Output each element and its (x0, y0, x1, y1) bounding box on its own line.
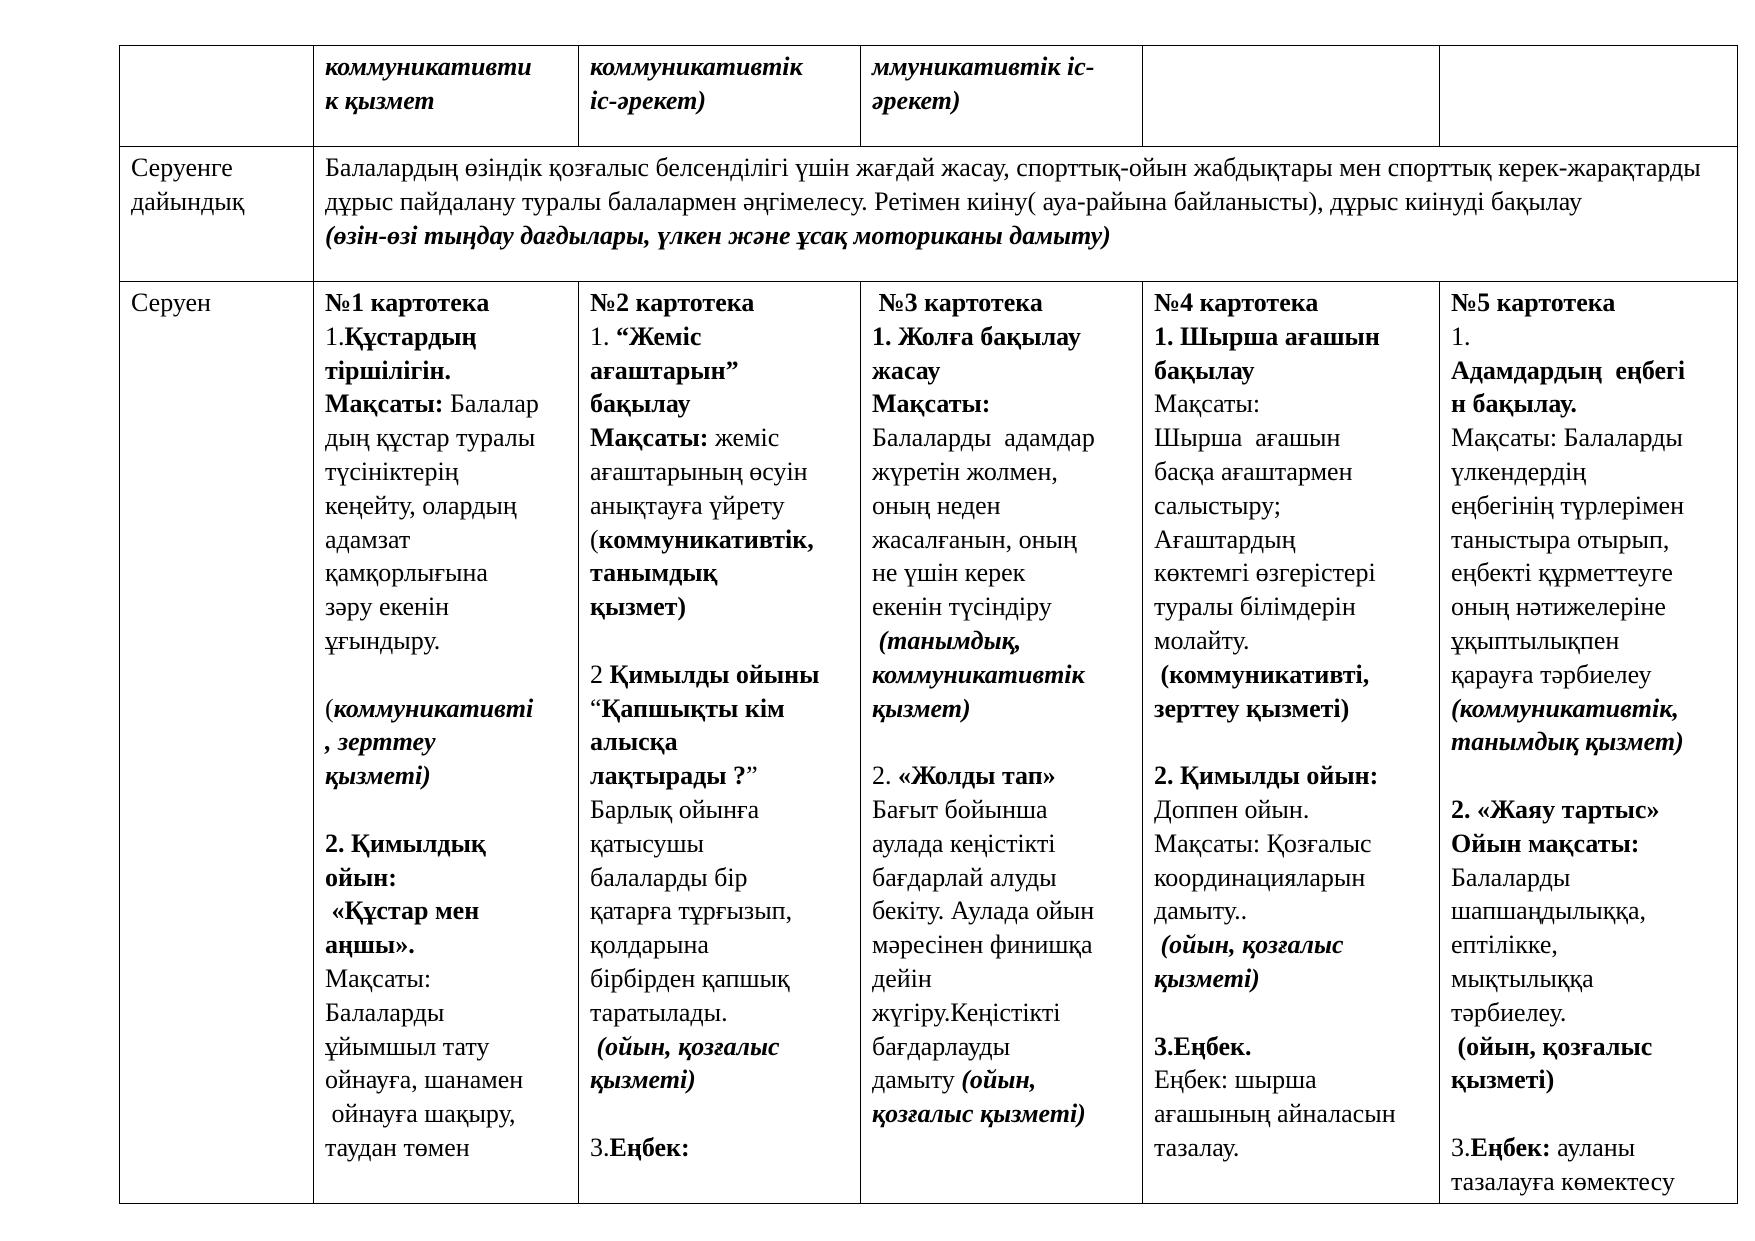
card-line (872, 387, 1132, 421)
card-text: дың құстар туралы (325, 423, 536, 453)
card-line (1451, 658, 1727, 692)
card-line (1451, 489, 1727, 523)
card-text: Шырша ағашын (1154, 423, 1341, 453)
card-text: “ (590, 693, 602, 723)
card-line (590, 455, 850, 489)
card-text: 2. (872, 761, 898, 791)
card-line (590, 861, 850, 895)
card-text: шапшаңдылыққа, (1451, 896, 1647, 926)
card-line (590, 1030, 850, 1064)
card-text: дейін (872, 963, 932, 993)
card-line (325, 354, 568, 388)
card-line (590, 725, 850, 759)
card-line (1451, 1131, 1727, 1165)
card-text: жасау (872, 355, 941, 385)
card-text: қызметі) (1154, 963, 1260, 993)
card-line (590, 320, 850, 354)
card-line (1154, 1097, 1429, 1131)
card-line (1154, 556, 1429, 590)
card-text: анықтауға үйрету (590, 490, 785, 520)
card-line (872, 1063, 1132, 1097)
card-text: Қапшықты кім (601, 693, 785, 723)
card-text: Бағыт бойынша (872, 794, 1048, 824)
card-text: коммуникативтік (872, 659, 1085, 689)
card-line (872, 354, 1132, 388)
card-text: қолдарына (590, 930, 709, 960)
card-line (1451, 793, 1727, 827)
card-text: 1. Жолға бақылау (872, 321, 1081, 351)
card-text: таныстыра отырып, (1451, 524, 1670, 554)
card-text: дамыту.. (1154, 896, 1248, 926)
card-text: 3.Еңбек. (1154, 1031, 1252, 1061)
card-line (590, 928, 850, 962)
card-text: оның неден (872, 490, 1001, 520)
card-text: бақылау (1154, 355, 1255, 385)
card-text: Мақсаты: (325, 963, 432, 993)
card-text: қатысушы (590, 828, 705, 858)
card-line (325, 320, 568, 354)
line-gap (872, 725, 1132, 759)
card-line (590, 286, 850, 320)
card-line (1451, 523, 1727, 557)
card-line (1154, 962, 1429, 996)
card-text: Доппен ойын. (1154, 794, 1310, 824)
card-text: (коммуникативтік, (1451, 693, 1679, 723)
card-text: қатарға тұрғызып, (590, 896, 793, 926)
card-text: бағдарлауды (872, 1031, 1011, 1061)
card-line (1451, 1063, 1727, 1097)
card-text: лақтырады ? (590, 761, 747, 791)
plan-table (119, 45, 1738, 1204)
card-text: аулада кеңістікті (872, 828, 1056, 858)
card-text: 1. (1451, 321, 1471, 351)
card-line (1451, 725, 1727, 759)
card-line (325, 1131, 568, 1165)
card-text: н бақылау. (1451, 389, 1577, 419)
card-line (1154, 759, 1429, 793)
card-text: ( (325, 693, 334, 723)
card-line (1154, 1063, 1429, 1097)
walk-card-5 (1440, 282, 1738, 1204)
card-text: №4 картотека (1154, 288, 1319, 317)
card-line (1451, 455, 1727, 489)
card-text: балаларды бір (590, 862, 748, 892)
card-text: Ойын мақсаты: (1451, 828, 1640, 858)
card-text: қамқорлығына (325, 558, 488, 588)
card-text: (ойын, (961, 1065, 1037, 1095)
card-text: 3. (1451, 1132, 1471, 1162)
line-gap (1154, 725, 1429, 759)
card-line (325, 894, 568, 928)
card-text: Балаларды (1451, 862, 1571, 892)
card-line (1154, 624, 1429, 658)
card-line (872, 793, 1132, 827)
card-line (325, 421, 568, 455)
card-text: 2. Қимылдық (325, 828, 486, 858)
card-text: Еңбек: шырша (1154, 1065, 1317, 1095)
card-text: ағашының айналасын (1154, 1099, 1396, 1129)
card-text: 1. (590, 321, 616, 351)
card-line (590, 387, 850, 421)
card-text: жүретін жолмен, (872, 456, 1058, 486)
card-text: (танымдық, (872, 625, 1022, 655)
card-line (872, 759, 1132, 793)
card-text: жүгіру.Кеңістікті (872, 997, 1061, 1027)
card-line (590, 523, 850, 557)
card-text: бірбірден қапшық (590, 963, 790, 993)
table-row-prep (120, 147, 1738, 282)
card-line (1451, 962, 1727, 996)
row-label-prep: Серуенге дайындық (120, 147, 314, 282)
card-line (872, 523, 1132, 557)
card-line (590, 354, 850, 388)
card-line (1451, 1030, 1727, 1064)
card-text: оның нәтижелеріне (1451, 592, 1666, 622)
card-line (1154, 354, 1429, 388)
card-line (590, 962, 850, 996)
card-text: №5 картотека (1451, 288, 1616, 317)
card-line (590, 793, 850, 827)
prep-content (314, 147, 1738, 282)
card-text: кеңейту, олардың (325, 490, 517, 520)
card-text: тіршілігін. (325, 355, 451, 385)
cell-top-0 (120, 46, 314, 147)
card-line (1154, 286, 1429, 320)
card-line (325, 489, 568, 523)
card-text: ” (746, 761, 758, 791)
card-line (590, 556, 850, 590)
card-line (590, 1063, 850, 1097)
cell-top-2: коммуникативтік іс-әрекет) (579, 46, 861, 147)
card-text: Мақсаты: (872, 389, 991, 419)
card-text: Мақсаты: Балаларды (1451, 423, 1683, 453)
card-text: ( (590, 524, 599, 554)
card-line (590, 996, 850, 1030)
line-gap (590, 1097, 850, 1131)
card-text: көктемгі өзгерістері (1154, 558, 1376, 588)
card-text: үлкендердің (1451, 456, 1587, 486)
card-line (1451, 286, 1727, 320)
card-line (872, 894, 1132, 928)
card-line (872, 861, 1132, 895)
card-line (325, 624, 568, 658)
line-gap (1451, 1097, 1727, 1131)
card-line (872, 286, 1132, 320)
card-text: түсініктерің (325, 456, 459, 486)
card-text: Мақсаты: (590, 423, 709, 453)
card-text: ағаштарын” (590, 355, 739, 385)
card-line (872, 962, 1132, 996)
card-line (1154, 861, 1429, 895)
card-text: 3. (590, 1132, 610, 1162)
card-line (1154, 455, 1429, 489)
card-line (1154, 489, 1429, 523)
card-text: қарауға тәрбиелеу (1451, 659, 1652, 689)
card-text: молайту. (1154, 625, 1250, 655)
prep-note: (өзін-өзі тыңдау дағдылары, үлкен және ұсақ моториканы дамыту) (325, 220, 1111, 250)
card-line (1451, 692, 1727, 726)
cell-top-5 (1440, 46, 1738, 147)
card-line (1451, 556, 1727, 590)
card-line (872, 590, 1132, 624)
card-text: еңбекті құрметтеуге (1451, 558, 1673, 588)
card-line (1154, 1131, 1429, 1165)
card-text: (ойын, қозғалыс (1154, 930, 1344, 960)
card-text: “Жеміс (616, 321, 702, 351)
card-text: тәрбиелеу. (1451, 997, 1567, 1027)
walk-card-1 (314, 282, 579, 1204)
card-line (590, 827, 850, 861)
card-text: қызмет) (872, 693, 971, 723)
card-text: зәру екенін (325, 592, 450, 622)
card-text: №1 картотека (325, 288, 490, 317)
card-line (1451, 928, 1727, 962)
card-line (872, 692, 1132, 726)
walk-card-4 (1143, 282, 1440, 1204)
card-text: ойнауға, шанамен (325, 1065, 524, 1095)
card-line (325, 861, 568, 895)
card-text: 1. (325, 321, 345, 351)
card-text: ауланы (1550, 1132, 1636, 1162)
card-text: №2 картотека (590, 288, 755, 317)
card-text: таратылады. (590, 997, 728, 1027)
card-line (872, 928, 1132, 962)
card-line (325, 928, 568, 962)
card-text: ұқыптылықпен (1451, 625, 1620, 655)
card-text: мәресінен финишқа (872, 930, 1093, 960)
card-line (1451, 996, 1727, 1030)
card-line (325, 962, 568, 996)
card-text: салыстыру; (1154, 490, 1281, 520)
card-line (590, 658, 850, 692)
card-text: бақылау (590, 389, 691, 419)
card-text: жасалғанын, оның (872, 524, 1077, 554)
card-line (325, 725, 568, 759)
card-text: коммуникативті (333, 693, 534, 723)
card-line (325, 523, 568, 557)
card-text: 2. Қимылды ойын: (1154, 761, 1379, 791)
card-line (872, 455, 1132, 489)
line-gap (325, 658, 568, 692)
card-text: туралы білімдерін (1154, 592, 1356, 622)
card-text: Барлық ойынға (590, 794, 760, 824)
card-line (872, 320, 1132, 354)
card-text: қызмет) (590, 592, 687, 622)
card-text: Еңбек: (609, 1132, 690, 1162)
card-line (325, 556, 568, 590)
card-line (1451, 354, 1727, 388)
card-line (590, 759, 850, 793)
card-text: ұйымшыл тату (325, 1031, 490, 1061)
card-line (1451, 861, 1727, 895)
card-line (1154, 590, 1429, 624)
card-text: Балаларды адамдар (872, 423, 1095, 453)
card-text: аңшы». (325, 930, 415, 960)
card-text: (ойын, қозғалыс (590, 1031, 780, 1061)
card-text: ұғындыру. (325, 625, 441, 655)
card-text: еңбегінің түрлерімен (1451, 490, 1684, 520)
card-line (325, 286, 568, 320)
card-text: екенін түсіндіру (872, 592, 1052, 622)
card-text: коммуникативтік, (598, 524, 814, 554)
line-gap (590, 624, 850, 658)
walk-card-3 (861, 282, 1143, 1204)
card-text: тазалауға көмектесу (1451, 1166, 1675, 1196)
card-line (325, 1030, 568, 1064)
card-line (1451, 421, 1727, 455)
card-text: , зерттеу (325, 727, 436, 757)
card-line (1451, 827, 1727, 861)
card-line (1154, 793, 1429, 827)
card-text: координацияларын (1154, 862, 1366, 892)
card-line (590, 1131, 850, 1165)
card-text: жеміс (708, 423, 780, 453)
card-line (872, 658, 1132, 692)
card-text: (ойын, қозғалыс (1451, 1031, 1653, 1061)
card-line (325, 1097, 568, 1131)
card-line (325, 590, 568, 624)
card-text: ептілікке, (1451, 930, 1558, 960)
card-line (1154, 894, 1429, 928)
prep-text: Балалардың өзіндік қозғалыс белсенділігі үшін жағдай жасау, спорттық-ойын жабдықтары мен спорттық керек-жарақтарды дұрыс пайдалану туралы балалармен әңгімелесу. Ретімен киіну( ауа-райына байланысты), дұрыс киінуді бақылау (325, 153, 1701, 216)
card-line (1154, 827, 1429, 861)
card-text: ойнауға шақыру, (325, 1099, 516, 1129)
card-text: дамыту (872, 1065, 962, 1095)
card-text: «Құстар мен (325, 896, 480, 926)
card-line (1154, 928, 1429, 962)
table-row-walk (120, 282, 1738, 1204)
card-line (872, 556, 1132, 590)
card-text: Балалар (443, 389, 539, 419)
card-line (1451, 387, 1727, 421)
card-text: Адамдардың еңбегі (1451, 355, 1686, 385)
card-line (1451, 1165, 1727, 1199)
card-text: Мақсаты: Қозғалыс (1154, 828, 1372, 858)
card-text: Құстардың (344, 321, 477, 351)
card-line (872, 1030, 1132, 1064)
card-text: танымдық қызмет) (1451, 727, 1684, 757)
cell-top-3: ммуникативтік іс- әрекет) (861, 46, 1143, 147)
card-line (1154, 1030, 1429, 1064)
card-line (325, 455, 568, 489)
card-text: Еңбек: (1470, 1132, 1551, 1162)
card-line (1154, 523, 1429, 557)
card-text: тазалау. (1154, 1132, 1240, 1162)
card-line (590, 590, 850, 624)
card-text: мықтылыққа (1451, 963, 1594, 993)
card-line (325, 387, 568, 421)
walk-card-2 (579, 282, 861, 1204)
card-text: қызметі) (1451, 1065, 1555, 1095)
card-line (872, 421, 1132, 455)
card-text: 2 (590, 659, 610, 689)
card-text: қызметі) (325, 761, 431, 791)
card-line (1451, 624, 1727, 658)
card-text: «Жолды тап» (898, 761, 1056, 791)
card-text: 1. Шырша ағашын (1154, 321, 1380, 351)
card-line (325, 827, 568, 861)
card-text: ойын: (325, 862, 397, 892)
card-text: зерттеу қызметі) (1154, 693, 1350, 723)
card-line (872, 489, 1132, 523)
card-line (872, 1097, 1132, 1131)
card-line (1154, 658, 1429, 692)
cell-top-4 (1143, 46, 1440, 147)
card-line (590, 489, 850, 523)
cell-top-1: коммуникативти к қызмет (314, 46, 579, 147)
card-line (1154, 692, 1429, 726)
card-line (872, 996, 1132, 1030)
card-text: таудан төмен (325, 1132, 470, 1162)
card-line (872, 827, 1132, 861)
card-text: басқа ағаштармен (1154, 456, 1353, 486)
card-text: 2. «Жаяу тартыс» (1451, 794, 1660, 824)
card-line (325, 692, 568, 726)
card-text: адамзат (325, 524, 411, 554)
card-text: бағдарлай алуды (872, 862, 1057, 892)
card-text: (коммуникативті, (1154, 659, 1370, 689)
row-label-walk: Серуен (120, 282, 314, 1204)
card-text: не үшін керек (872, 558, 1026, 588)
card-text: Балаларды (325, 997, 445, 1027)
table-row-continuation (120, 46, 1738, 147)
card-text: Ағаштардың (1154, 524, 1296, 554)
card-text: бекіту. Аулада ойын (872, 896, 1095, 926)
card-text: Қимылды ойыны (609, 659, 820, 689)
card-text: Мақсаты: (325, 389, 444, 419)
card-line (1451, 590, 1727, 624)
card-line (325, 996, 568, 1030)
card-line (325, 759, 568, 793)
card-line (872, 624, 1132, 658)
card-line (1154, 320, 1429, 354)
card-line (1451, 894, 1727, 928)
card-text: алысқа (590, 727, 678, 757)
card-text: танымдық (590, 558, 718, 588)
card-line (590, 421, 850, 455)
card-line (1154, 387, 1429, 421)
card-line (325, 1063, 568, 1097)
card-line (590, 894, 850, 928)
card-text: қызметі) (590, 1065, 696, 1095)
line-gap (1154, 996, 1429, 1030)
card-text: №3 картотека (872, 288, 1043, 317)
line-gap (325, 793, 568, 827)
card-line (1451, 320, 1727, 354)
card-text: Мақсаты: (1154, 389, 1261, 419)
line-gap (1451, 759, 1727, 793)
card-line (590, 692, 850, 726)
card-text: қозғалыс қызметі) (872, 1099, 1086, 1129)
card-text: ағаштарының өсуін (590, 456, 808, 486)
card-line (1154, 421, 1429, 455)
